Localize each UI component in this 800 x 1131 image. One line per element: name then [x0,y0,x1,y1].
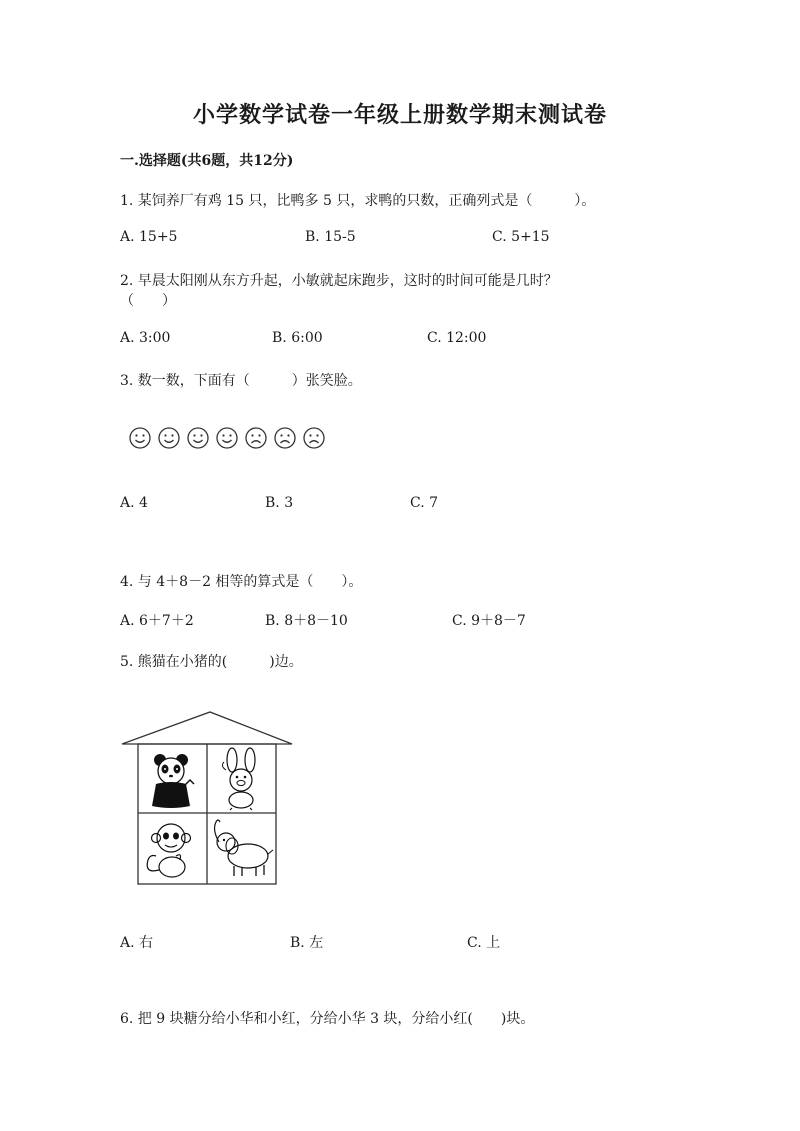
smiley-face-icon [157,426,181,450]
question-4-option-b: B. 8＋8－10 [265,613,348,629]
question-4-stem: 4. 与 4＋8－2 相等的算式是（ ）。 [120,574,363,590]
question-2-option-c: C. 12:00 [427,330,487,346]
question-3-stem: 3. 数一数，下面有（ ）张笑脸。 [120,373,362,389]
question-5-option-b: B. 左 [290,935,324,951]
page-title: 小学数学试卷一年级上册数学期末测试卷 [192,102,607,128]
question-2-option-a: A. 3:00 [120,330,171,346]
question-6-stem: 6. 把 9 块糖分给小华和小红，分给小华 3 块，分给小红( )块。 [120,1011,535,1027]
question-1-option-b: B. 15-5 [305,229,356,245]
question-1-option-a: A. 15+5 [120,229,178,245]
smiley-face-icon [186,426,210,450]
smiley-face-icon [215,426,239,450]
question-5-option-c: C. 上 [467,935,501,951]
monkey-icon [147,824,190,877]
question-2-option-b: B. 6:00 [272,330,323,346]
faces-row [128,426,326,450]
elephant-icon [215,820,273,876]
question-1-stem: 1. 某饲养厂有鸡 15 只，比鸭多 5 只，求鸭的只数，正确列式是（ ）。 [120,193,596,209]
question-4-option-a: A. 6＋7＋2 [120,613,194,629]
section-heading: 一.选择题(共6题，共12分) [120,153,294,169]
question-2-blank: （ ） [120,293,176,309]
question-2-stem: 2. 早晨太阳刚从东方升起，小敏就起床跑步，这时的时间可能是几时？ [120,273,558,289]
panda-icon [152,754,194,808]
pig-icon [222,748,255,810]
question-5-stem: 5. 熊猫在小猪的( )边。 [120,654,303,670]
question-5-option-a: A. 右 [120,935,154,951]
sad-face-icon [244,426,268,450]
sad-face-icon [302,426,326,450]
question-3-option-c: C. 7 [410,495,439,511]
question-1-option-c: C. 5+15 [492,229,550,245]
smiley-face-icon [128,426,152,450]
question-3-option-b: B. 3 [265,495,294,511]
question-4-option-c: C. 9＋8－7 [452,613,526,629]
question-3-option-a: A. 4 [120,495,148,511]
sad-face-icon [273,426,297,450]
animal-house-figure [120,710,295,892]
